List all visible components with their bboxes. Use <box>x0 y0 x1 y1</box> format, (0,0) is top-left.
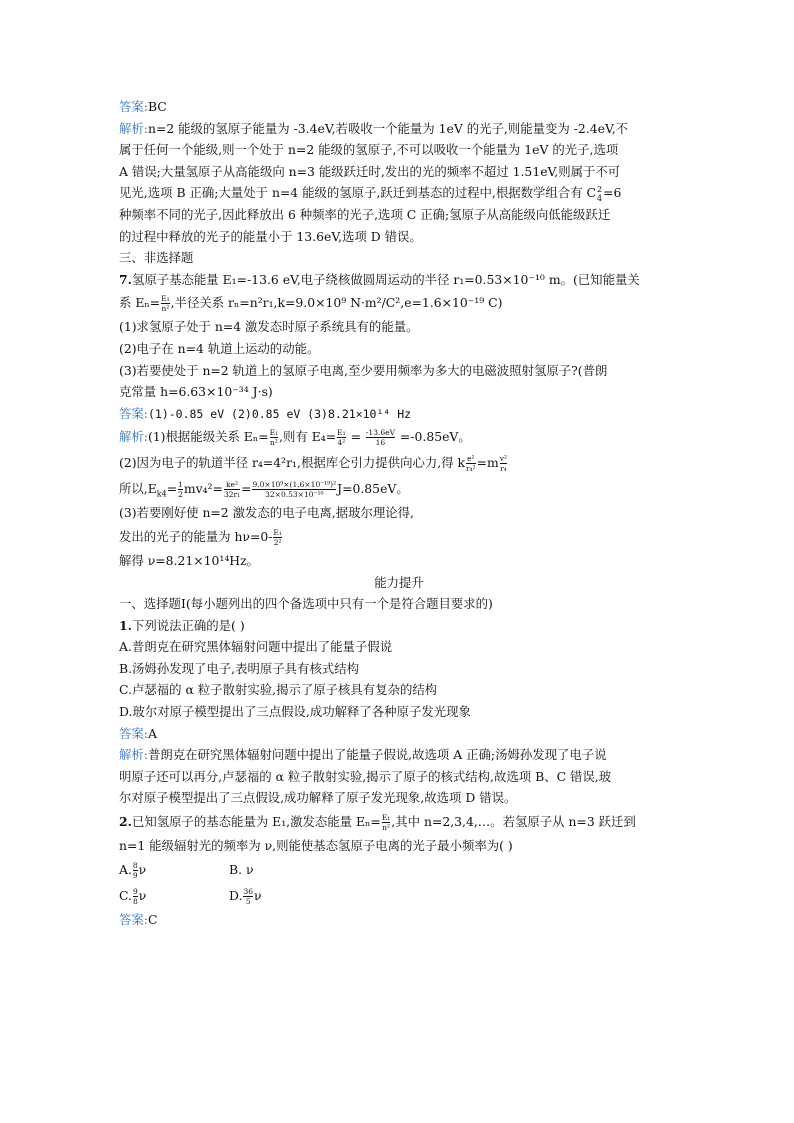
question-number: 1. <box>119 617 132 633</box>
analysis-line <box>119 118 679 140</box>
analysis-line: A 错误;大量氢原子从高能级向 n=3 能级跃迁时,发出的光的频率不超过 1.51eV,则属于不可 <box>119 163 621 179</box>
sub-question: (3)若要使处于 n=2 轨道上的氢原子电离,至少要用频率为多大的电磁波照射氢原子?(普朗 <box>119 362 608 378</box>
analysis-line: 所以$,E_{k4}=$ $\frac{1}{2}$ mv₄²= $\frac{\text{ke²}}{\text{32r₁}}$ = $\frac{\text{9.0×10⁹×(1.6×10⁻¹⁹)²}}{\text{32×0.53×10⁻¹⁰}}$ J=0.85eV。 <box>119 480 409 500</box>
analysis-line: (3)若要刚好使 n=2 激发态的电子电离,据玻尔理论得, <box>119 505 414 521</box>
option-c: C. $\frac{9}{8}$ ν <box>119 886 147 906</box>
analysis-line <box>119 182 679 204</box>
options-row <box>119 857 679 883</box>
fraction: $\frac{1}{2}$ <box>178 480 183 500</box>
answer-label: 答案: <box>119 405 148 421</box>
fraction: $\frac{\text{9.0×10⁹×(1.6×10⁻¹⁹)²}}{\text{32×0.53×10⁻¹⁰}}$ <box>252 480 337 500</box>
answer-line <box>119 96 679 118</box>
fraction: $\frac{\text{ke²}}{\text{32r₁}}$ <box>223 480 241 500</box>
answer-line <box>119 403 679 425</box>
sub-question: 克常量 h=6.63×10⁻³⁴ J·s) <box>119 384 273 400</box>
analysis-line: 尔对原子模型提出了三点假设,成功解释了原子发光现象,故选项 D 错误。 <box>119 790 517 806</box>
analysis-text: n=2 能级的氢原子能量为 -3.4eV,若吸收一个能量为 1eV 的光子,则能量变为 -2.4eV,不 <box>147 120 629 136</box>
answer-value: BC <box>147 99 167 114</box>
fraction: $\frac{\text{e²}}{\text{r₄²}}$ <box>466 454 476 474</box>
answer-label: 答案: <box>119 911 148 927</box>
answer-line <box>119 909 679 931</box>
fraction: $\frac{36}{5}$ <box>243 886 253 906</box>
options-row <box>119 883 679 909</box>
analysis-line: 种频率不同的光子,因此释放出 6 种频率的光子,选项 C 正确;氢原子从高能级向低能级跃迁 <box>119 206 611 222</box>
question-1-stem: 1.下列说法正确的是( ) <box>119 617 245 633</box>
worksheet-page <box>119 96 679 930</box>
analysis-label: 解析: <box>119 429 148 445</box>
question-2-stem: n=1 能级辐射光的频率为 ν,则能使基态氢原子电离的光子最小频率为( ) <box>119 838 513 854</box>
answer-value: C <box>147 911 158 927</box>
answer-value: (1)-0.85 eV (2)0.85 eV (3)8.21×10¹⁴ Hz <box>147 406 412 421</box>
fraction: $\frac{\text{E₁}}{\text{n²}}$ <box>381 813 391 833</box>
question-2-stem: 2.已知氢原子的基态能量为 E₁,激发态能量 Eₙ= $\frac{\text{E₁}}{\text{n²}}$ ,其中 n=2,3,4,…。若氢原子从 n=3 跃迁到 <box>119 813 636 833</box>
fraction: $\frac{\text{E₁}}{\text{4²}}$ <box>337 428 346 448</box>
sub-question: (1)求氢原子处于 n=4 激发态时原子系统具有的能量。 <box>119 319 419 335</box>
section-title: 能力提升 <box>374 574 424 590</box>
analysis-line: 解得 ν=8.21×10¹⁴Hz。 <box>119 552 260 568</box>
fraction: $\frac{\text{v²}}{\text{r₄}}$ <box>499 454 508 474</box>
option-b: B.汤姆孙发现了电子,表明原子具有核式结构 <box>119 660 360 676</box>
analysis-text: =6 <box>603 185 622 201</box>
answer-label: 答案: <box>119 99 148 114</box>
fraction: $\frac{8}{9}$ <box>132 860 138 880</box>
analysis-line: 解析:(1)根据能级关系 Eₙ= $\frac{\text{E₁}}{\text{n²}}$ ,则有 E₄= $\frac{\text{E₁}}{\text{4²}}$ = $\frac{-13.6eV}{16}$ =-0.85eV。 <box>119 428 471 448</box>
sub-question: (2)电子在 n=4 轨道上运动的动能。 <box>119 340 320 356</box>
option-d: D. $\frac{36}{5}$ ν <box>229 886 262 906</box>
option-b: B. ν <box>229 861 254 877</box>
analysis-line: 的过程中释放的光子的能量小于 13.6eV,选项 D 错误。 <box>119 228 422 244</box>
answer-label: 答案: <box>119 725 148 741</box>
fraction: $\frac{\text{E₁}}{\text{n²}}$ <box>161 294 170 314</box>
analysis-line: 属于任何一个能级,则一个处于 n=2 能级的氢原子,不可以吸收一个能量为 1eV 的光子,选项 <box>119 142 619 158</box>
analysis-line: 解析:普朗克在研究黑体辐射问题中提出了能量子假说,故选项 A 正确;汤姆孙发现了电子说 <box>119 747 607 763</box>
analysis-line: 发出的光子的能量为 hν=0- $\frac{\text{E₁}}{\text{2²}}$ <box>119 527 282 547</box>
question-number: 7. <box>119 271 132 287</box>
analysis-label: 解析: <box>119 747 148 763</box>
answer-line <box>119 723 679 745</box>
question-number: 2. <box>119 814 132 830</box>
option-c: C.卢瑟福的 α 粒子散射实验,揭示了原子核具有复杂的结构 <box>119 682 438 698</box>
section-heading: 三、非选择题 <box>119 250 194 266</box>
analysis-text: 见光,选项 B 正确;大量处于 n=4 能级的氢原子,跃迁到基态的过程中,根据数学组合有 C <box>119 185 597 201</box>
analysis-line: 明原子还可以再分,卢瑟福的 α 粒子散射实验,揭示了原子的核式结构,故选项 B、C 错误,玻 <box>119 768 612 784</box>
analysis-line: (2)因为电子的轨道半径 r₄=4²r₁,根据库仑引力提供向心力,得 k $\frac{\text{e²}}{\text{r₄²}}$ =m $\frac{\text{v²}}{\text{r₄}}$ <box>119 454 508 474</box>
analysis-label: 解析: <box>119 120 148 136</box>
answer-value: A <box>147 725 157 741</box>
combination-symbol: 2 4 <box>597 184 603 203</box>
option-d: D.玻尔对原子模型提出了三点假设,成功解释了各种原子发光现象 <box>119 704 471 720</box>
fraction: $\frac{9}{8}$ <box>132 886 138 906</box>
option-a: A.普朗克在研究黑体辐射问题中提出了能量子假说 <box>119 639 393 655</box>
fraction: $\frac{-13.6eV}{16}$ <box>365 428 395 448</box>
option-a: A. $\frac{8}{9}$ ν <box>119 860 147 880</box>
fraction: $\frac{\text{E₁}}{\text{n²}}$ <box>269 428 279 448</box>
question-7-stem: 7.氢原子基态能量 E₁=-13.6 eV,电子绕核做圆周运动的半径 r₁=0.53×10⁻¹⁰ m。(已知能量关 <box>119 271 640 287</box>
question-7-stem: 系 Eₙ= $\frac{\text{E₁}}{\text{n²}}$ ,半径关系 rₙ=n²r₁,k=9.0×10⁹ N·m²/C²,e=1.6×10⁻¹⁹ C) <box>119 294 503 314</box>
section-heading: 一、选择题Ⅰ(每小题列出的四个备选项中只有一个是符合题目要求的) <box>119 596 493 612</box>
fraction: $\frac{\text{E₁}}{\text{2²}}$ <box>273 527 282 547</box>
